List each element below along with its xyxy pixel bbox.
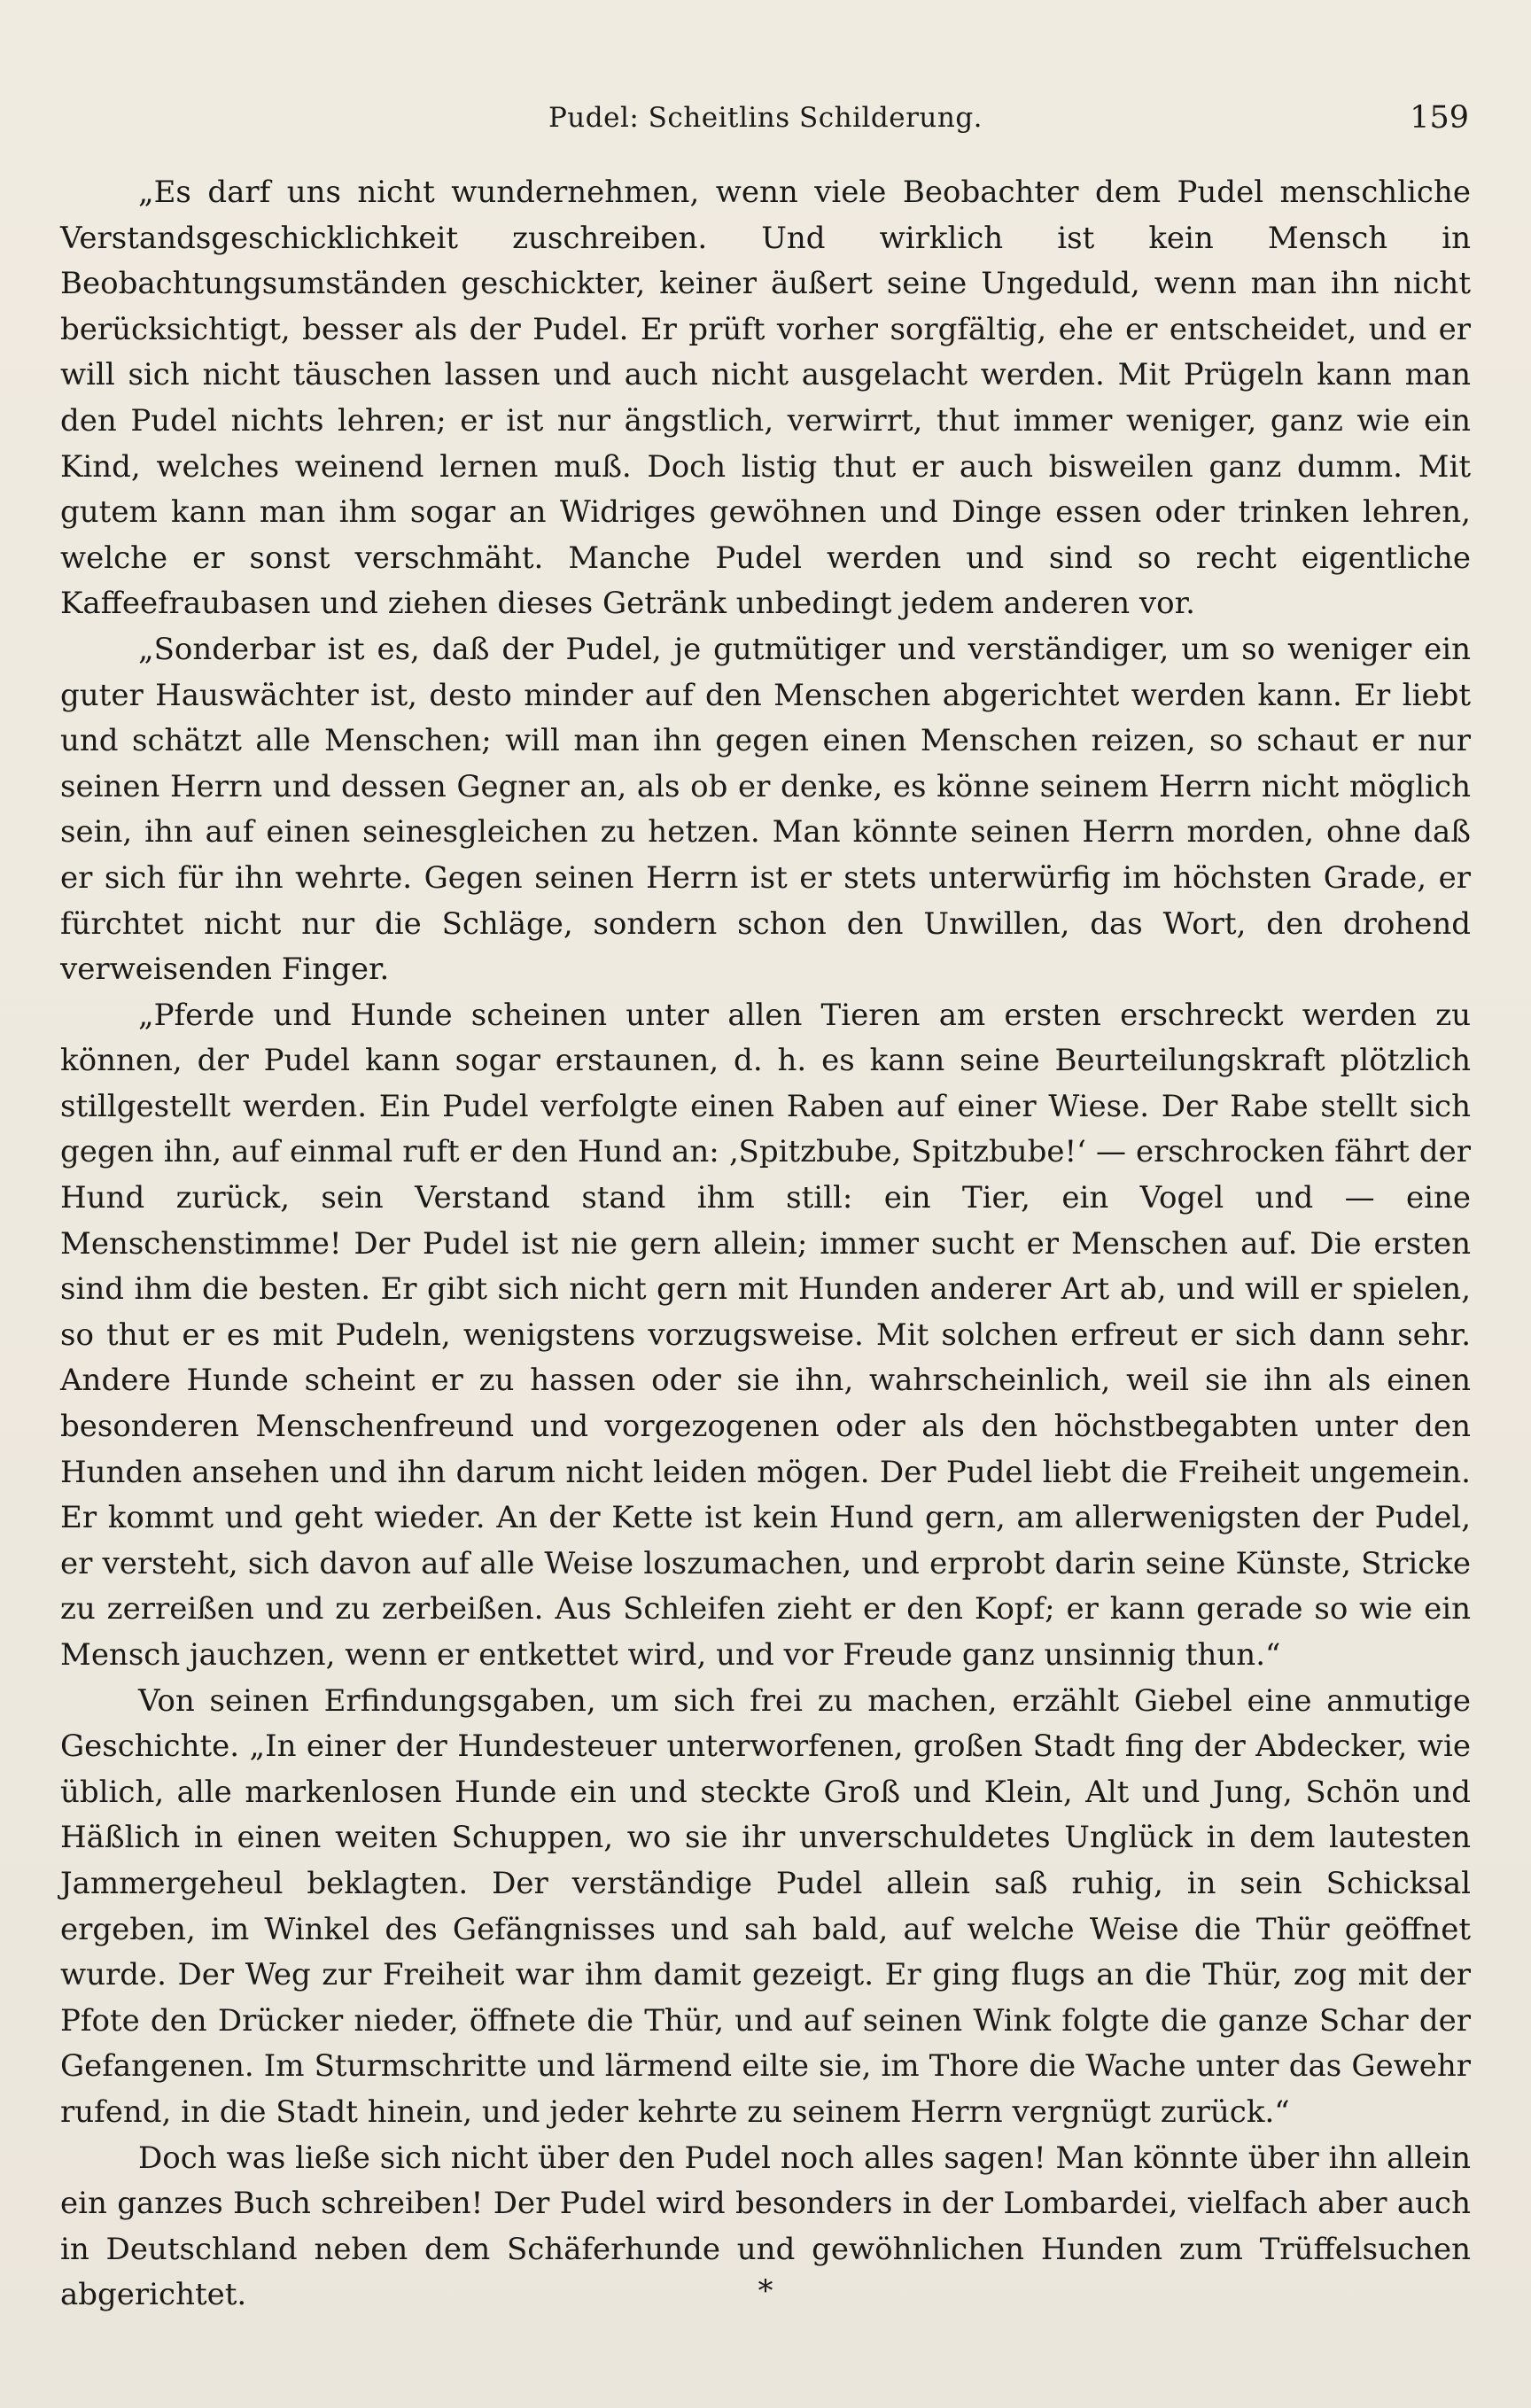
paragraph-watchdog: „Sonderbar ist es, daß der Pudel, je gutmütiger und verständiger, um so weniger ein guter Hauswächter ist, desto minder auf den Menschen abgerichtet werden kann. Er liebt und schätzt alle Menschen; will man ihn gegen einen Menschen reizen, so schaut er nur seinen Herrn und dessen Gegner an, als ob er denke, es könne seinem Herrn nicht möglich sein, ihn auf einen seinesgleichen zu hetzen. Man könnte seinen Herrn morden, ohne daß er sich für ihn wehrte. Gegen seinen Herrn ist er stets unterwürfig im höchsten Grade, er fürchtet nicht nur die Schläge, sondern schon den Unwillen, das Wort, den drohend verweisenden Finger. xyxy=(60,631,1471,988)
running-title: Pudel: Scheitlins Schilderung. xyxy=(548,102,983,134)
paragraph-escape-story: Von seinen Erfindungsgaben, um sich frei zu machen, erzählt Giebel eine anmutige Geschichte. „In einer der Hundesteuer unterworfenen, großen Stadt fing der Abdecker, wie üblich, alle markenlosen Hunde ein und steckte Groß und Klein, Alt und Jung, Schön und Häßlich in einen weiten Schuppen, wo sie ihr unverschuldetes Unglück in dem lautesten Jammergeheul beklagten. Der verständige Pudel allein saß ruhig, in sein Schicksal ergeben, im Winkel des Gefängnisses und sah bald, auf welche Weise die Thür geöffnet wurde. Der Weg zur Freiheit war ihm damit gezeigt. Er ging flugs an die Thür, zog mit der Pfote den Drücker nieder, öffnete die Thür, und auf seinen Wink folgte die ganze Schar der Gefangenen. Im Sturmschritte und lärmend eilte sie, im Thore die Wache unter das Gewehr rufend, in die Stadt hinein, und jeder kehrte zu seinem Herrn vergnügt zurück.“ xyxy=(60,1682,1471,2130)
page-number: 159 xyxy=(1410,100,1469,136)
page-header xyxy=(0,96,1531,140)
paragraph-truffle-hunting: Doch was ließe sich nicht über den Pudel noch alles sagen! Man könnte über ihn allein ein ganzes Buch schreiben! Der Pudel wird besonders in der Lombardei, vielfach aber auch in Deutschland neben dem Schäferhunde und gewöhnlichen Hunden zum Trüffelsuchen abgerichtet. xyxy=(60,2140,1471,2313)
paragraph-astonishment: „Pferde und Hunde scheinen unter allen Tieren am ersten erschreckt werden zu können, der Pudel kann sogar erstaunen, d. h. es kann seine Beurteilungskraft plötzlich stillgestellt werden. Ein Pudel verfolgte einen Raben auf einer Wiese. Der Rabe stellt sich gegen ihn, auf einmal ruft er den Hund an: ‚Spitzbube, Spitzbube!‘ — erschrocken fährt der Hund zurück, sein Verstand stand ihm still: ein Tier, ein Vogel und — eine Menschenstimme! Der Pudel ist nie gern allein; immer sucht er Menschen auf. Die ersten sind ihm die besten. Er gibt sich nicht gern mit Hunden anderer Art ab, und will er spielen, so thut er es mit Pudeln, wenigstens vorzugsweise. Mit solchen erfreut er sich dann sehr. Andere Hunde scheint er zu hassen oder sie ihn, wahrscheinlich, weil sie ihn als einen besonderen Menschenfreund und vorgezogenen oder als den höchstbegabten unter den Hunden ansehen und ihn darum nicht leiden mögen. Der Pudel liebt die Freiheit ungemein. Er kommt und geht wieder. An der Kette ist kein Hund gern, am allerwenigsten der Pudel, er versteht, sich davon auf alle Weise loszumachen, und erprobt darin seine Künste, Stricke zu zerreißen und zu zerbeißen. Aus Schleifen zieht er den Kopf; er kann gerade so wie ein Mensch jauchzen, wenn er entkettet wird, und vor Freude ganz unsinnig thun.“ xyxy=(60,997,1471,1673)
paragraph-intelligence: „Es darf uns nicht wundernehmen, wenn viele Beobachter dem Pudel menschliche Verstandsgeschicklichkeit zuschreiben. Und wirklich ist kein Mensch in Beobachtungsumständen geschickter, keiner äußert seine Ungeduld, wenn man ihn nicht berücksichtigt, besser als der Pudel. Er prüft vorher sorgfältig, ehe er entscheidet, und er will sich nicht täuschen lassen und auch nicht ausgelacht werden. Mit Prügeln kann man den Pudel nichts lehren; er ist nur ängstlich, verwirrt, thut immer weniger, ganz wie ein Kind, welches weinend lernen muß. Doch listig thut er auch bisweilen ganz dumm. Mit gutem kann man ihm sogar an Widriges gewöhnen und Dinge essen oder trinken lehren, welche er sonst verschmäht. Manche Pudel werden und sind so recht eigentliche Kaffeefraubasen und ziehen dieses Getränk unbedingt jedem anderen vor. xyxy=(60,175,1471,622)
section-ornament: * xyxy=(758,2273,773,2309)
page-body xyxy=(60,170,1471,2319)
